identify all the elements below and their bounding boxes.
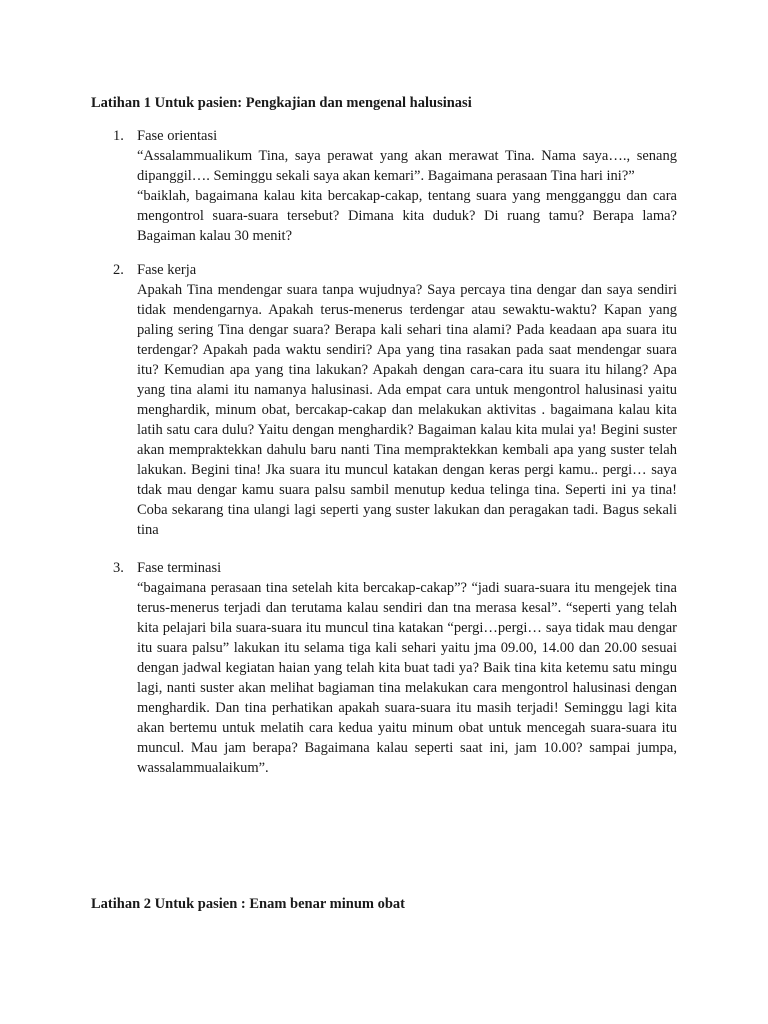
item-body — [137, 146, 677, 246]
list-item-fase-orientasi — [113, 126, 677, 246]
item-body — [137, 578, 677, 778]
item-title-fase-kerja: Fase kerja — [137, 262, 197, 278]
paragraph: “Assalammualikum Tina, saya perawat yang akan merawat Tina. Nama saya…., senang dipanggil…. Seminggu sekali saya akan kemari”. Bagaimana perasaan Tina hari ini?” — [137, 148, 677, 184]
list-item-fase-terminasi — [113, 558, 677, 778]
paragraph: Apakah Tina mendengar suara tanpa wujudnya? Saya percaya tina dengar dan saya sendiri tidak mendengarnya. Apakah terus-menerus terdengar atau sewaktu-waktu? Kapan yang paling sering Tina dengar suara? Berapa kali sehari tina alami? Pada keadaan apa suara itu terdengar? Apakah pada waktu sendiri? Apa yang tina rasakan pada saat mendengar suara itu? Kemudian apa yang tina lakukan? Apakah dengan cara-cara itu suara itu hilang? Apa yang tina alami itu namanya halusinasi. Ada empat cara untuk mengontrol halusinasi yaitu menghardik, minum obat, bercakap-cakap dan melakukan aktivitas . bagaimana kalau kita latih satu cara dulu? Yaitu dengan menghardik? Bagaiman kalau kita mulai ya! Begini suster akan mempraktekkan dahulu baru nanti Tina mempraktekkan kembali apa yang suster telah lakukan. Begini tina! Jka suara itu muncul katakan dengan keras pergi kamu.. pergi… saya tdak mau dengar kamu suara palsu sambil menutup kedua telinga tina. Seperti ini ya tina! Coba sekarang tina ulangi lagi seperti yang suster lakukan dan peragakan tadi. Bagus sekali tina — [137, 282, 677, 538]
latihan-1-heading: Latihan 1 Untuk pasien: Pengkajian dan mengenal halusinasi — [91, 95, 472, 111]
list-number: 3. — [113, 560, 124, 576]
list-item-fase-kerja — [113, 260, 677, 540]
latihan-2-heading: Latihan 2 Untuk pasien : Enam benar minum obat — [91, 896, 405, 912]
list-number: 1. — [113, 128, 124, 144]
item-title-fase-orientasi: Fase orientasi — [137, 128, 218, 144]
paragraph: “baiklah, bagaimana kalau kita bercakap-cakap, tentang suara yang mengganggu dan cara mengontrol suara-suara tersebut? Dimana kita duduk? Di ruang tamu? Berapa lama? Bagaiman kalau 30 menit? — [137, 188, 677, 244]
paragraph: “bagaimana perasaan tina setelah kita bercakap-cakap”? “jadi suara-suara itu mengejek tina terus-menerus terjadi dan terutama kalau sendiri dan tna merasa kesal”. “seperti yang telah kita pelajari bila suara-suara itu muncul tina katakan “pergi…pergi… saya tidak mau dengar itu suara palsu” lakukan itu selama tiga kali sehari yaitu jma 09.00, 14.00 dan 20.00 sesuai dengan jadwal kegiatan haian yang telah kita buat tadi ya? Baik tina kita ketemu satu mingu lagi, nanti suster akan melihat bagiaman tina melakukan cara mengontrol halusinasi dengan menghardik. Dan tina perhatikan apakah suara-suara itu masih terjadi! Seminggu lagi kita akan bertemu untuk melatih cara kedua yaitu minum obat untuk mencegah suara-suara itu muncul. Mau jam berapa? Bagaimana kalau seperti saat ini, jam 10.00? sampai jumpa, wassalammualaikum”. — [137, 580, 677, 776]
item-title-fase-terminasi: Fase terminasi — [137, 560, 222, 576]
item-body — [137, 280, 677, 540]
list-number: 2. — [113, 262, 124, 278]
